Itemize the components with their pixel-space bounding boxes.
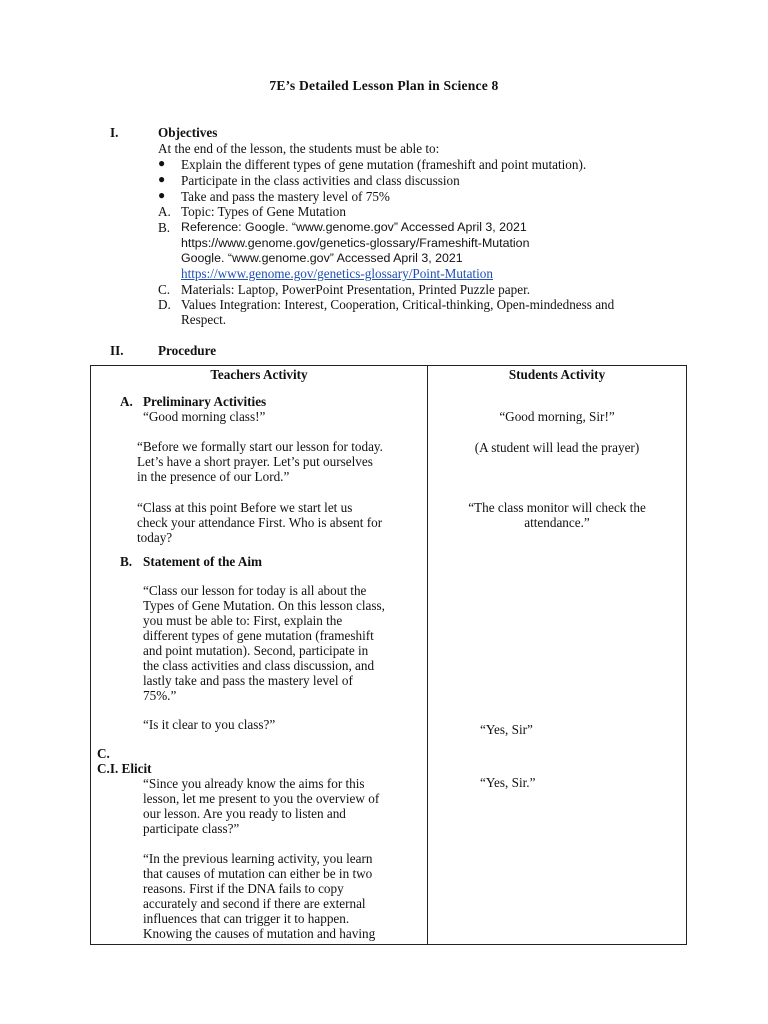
reference-line: Google. “www.genome.gov” Accessed April 3, 2021 [181, 251, 463, 265]
teacher-line: you must be able to: First, explain the [143, 613, 343, 628]
student-line: (A student will lead the prayer) [474, 440, 640, 455]
student-line: attendance.” [524, 515, 590, 530]
reference-link-point-mutation[interactable]: https://www.genome.gov/genetics-glossary/Point-Mutation [181, 266, 493, 281]
procedure-heading: Procedure [158, 343, 217, 358]
objectives-heading: Objectives [158, 125, 218, 140]
teacher-line: “Good morning class!” [143, 409, 266, 424]
teacher-line: and point mutation). Second, participate in [143, 643, 369, 658]
student-line: “The class monitor will check the [468, 500, 646, 515]
student-column-header: Students Activity [508, 367, 606, 382]
section-number-objectives: I. [110, 125, 119, 140]
values-text: Values Integration: Interest, Cooperation, Critical-thinking, Open-mindedness and [181, 297, 615, 312]
teacher-line: Types of Gene Mutation. On this lesson class, [143, 598, 385, 613]
values-marker: D. [158, 297, 171, 312]
teacher-line: “Class our lesson for today is all about the [143, 583, 367, 598]
teacher-line: Knowing the causes of mutation and having [143, 926, 376, 941]
materials-marker: C. [158, 282, 171, 297]
bullet-icon: ● [158, 188, 166, 202]
objective-item: Participate in the class activities and class discussion [181, 173, 460, 188]
teacher-line: “In the previous learning activity, you learn [143, 851, 373, 866]
teacher-line: lastly take and pass the mastery level of [143, 673, 353, 688]
student-line: “Yes, Sir.” [480, 775, 536, 790]
teacher-line: Let’s have a short prayer. Let’s put ourselves [137, 454, 373, 469]
page-title: 7E’s Detailed Lesson Plan in Science 8 [269, 78, 499, 93]
bullet-icon: ● [158, 172, 166, 186]
materials-text: Materials: Laptop, PowerPoint Presentation, Printed Puzzle paper. [181, 282, 531, 297]
teacher-line: accurately and second if there are external [143, 896, 366, 911]
teacher-line: participate class?” [143, 821, 240, 836]
topic-marker: A. [158, 204, 171, 219]
teacher-line: influences that can trigger it to happen. [143, 911, 350, 926]
teacher-line: reasons. First if the DNA fails to copy [143, 881, 344, 896]
elicit-marker: C. [97, 746, 110, 761]
teacher-line: that causes of mutation can either be in two [143, 866, 373, 881]
reference-url-frameshift[interactable]: https://www.genome.gov/genetics-glossary/Frameshift-Mutation [181, 236, 530, 250]
student-line: “Yes, Sir” [480, 722, 533, 737]
aim-heading: Statement of the Aim [143, 554, 263, 569]
values-text: Respect. [181, 312, 227, 327]
teacher-line: “Since you already know the aims for this [143, 776, 365, 791]
teacher-line: “Class at this point Before we start let us [137, 500, 353, 515]
objective-item: Take and pass the mastery level of 75% [181, 189, 390, 204]
procedure-table [90, 365, 687, 945]
aim-marker: B. [120, 554, 133, 569]
teacher-line: different types of gene mutation (frameshift [143, 628, 374, 643]
teacher-line: the class activities and class discussion, and [143, 658, 375, 673]
bullet-icon: ● [158, 156, 166, 170]
topic-text: Topic: Types of Gene Mutation [181, 204, 346, 219]
teacher-line: today? [137, 530, 173, 545]
teacher-line: lesson, let me present to you the overview of [143, 791, 380, 806]
objective-item: Explain the different types of gene mutation (frameshift and point mutation). [181, 157, 587, 172]
reference-marker: B. [158, 220, 171, 235]
prelim-marker: A. [120, 394, 133, 409]
teacher-line: our lesson. Are you ready to listen and [143, 806, 346, 821]
teacher-line: check your attendance First. Who is absent for [137, 515, 383, 530]
objectives-intro: At the end of the lesson, the students must be able to: [158, 141, 440, 156]
section-number-procedure: II. [110, 343, 124, 358]
elicit-heading: C.I. Elicit [97, 761, 152, 776]
teacher-line: 75%.” [143, 688, 177, 703]
student-column [428, 366, 687, 945]
reference-line: Reference: Google. “www.genome.gov” Accessed April 3, 2021 [181, 220, 527, 234]
teacher-line: “Before we formally start our lesson for today. [137, 439, 383, 454]
teacher-line: “Is it clear to you class?” [143, 717, 276, 732]
student-line: “Good morning, Sir!” [499, 409, 615, 424]
teacher-column-header: Teachers Activity [210, 367, 308, 382]
teacher-line: in the presence of our Lord.” [137, 469, 290, 484]
prelim-heading: Preliminary Activities [143, 394, 267, 409]
teacher-column [91, 366, 428, 945]
